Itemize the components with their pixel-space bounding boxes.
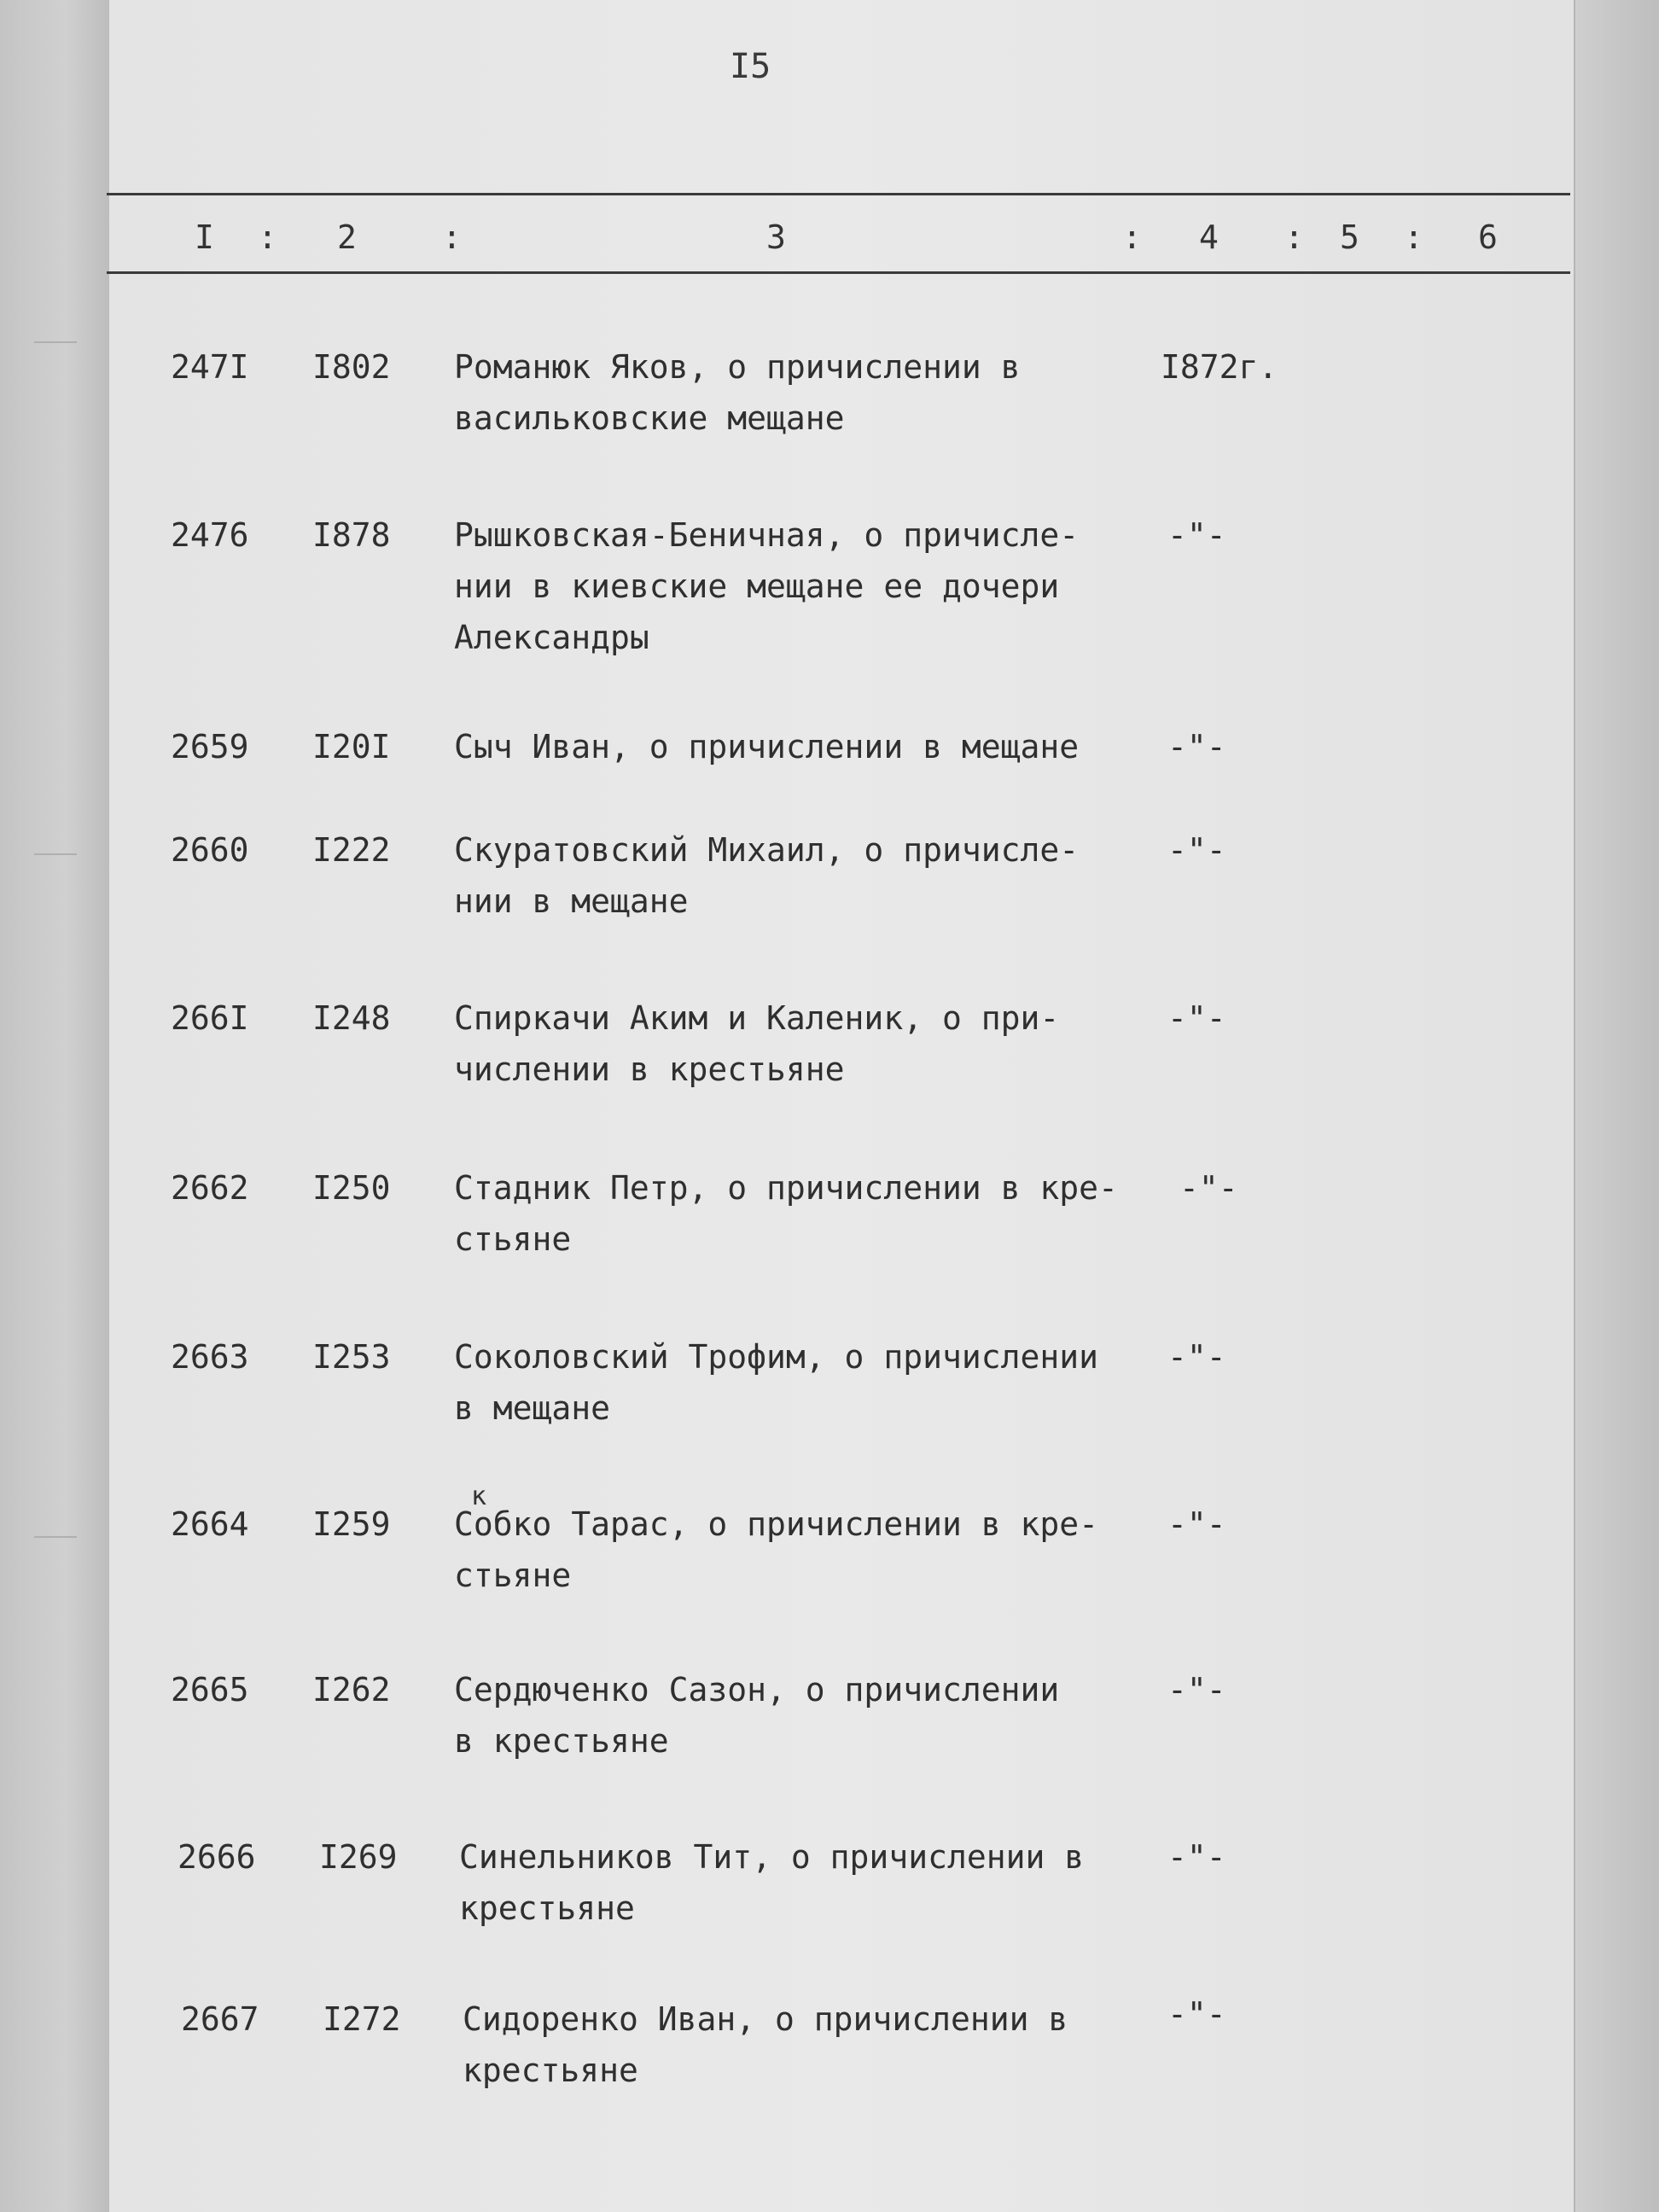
archive-number: 2666 xyxy=(178,1838,256,1876)
archive-number: 2664 xyxy=(171,1505,249,1543)
ditto-mark: -"- xyxy=(1167,728,1226,765)
margin-mark xyxy=(34,853,77,855)
header-top-rule xyxy=(107,193,1570,195)
year-value: I872г. xyxy=(1161,348,1278,386)
header-separator: : xyxy=(1122,218,1142,256)
description-line: нии в киевские мещане ее дочери xyxy=(454,568,1060,605)
header-bottom-rule xyxy=(107,271,1570,274)
description-line: Сердюченко Сазон, о причислении xyxy=(454,1671,1060,1708)
case-number: I250 xyxy=(312,1169,391,1207)
page-number: I5 xyxy=(730,47,771,86)
description-line: Романюк Яков, о причислении в xyxy=(454,348,1021,386)
case-number: I262 xyxy=(312,1671,391,1708)
archive-number: 2667 xyxy=(181,2000,259,2038)
header-separator: : xyxy=(1284,218,1304,256)
description-line: стьяне xyxy=(454,1220,572,1258)
header-col-6: 6 xyxy=(1478,218,1498,256)
description-line: в крестьяне xyxy=(454,1722,669,1760)
case-number: I20I xyxy=(312,728,391,765)
description-line: стьяне xyxy=(454,1557,572,1594)
description-line: Скуратовский Михаил, о причисле- xyxy=(454,831,1080,869)
case-number: I272 xyxy=(323,2000,401,2038)
header-separator: : xyxy=(1404,218,1423,256)
header-separator: : xyxy=(442,218,462,256)
case-number: I253 xyxy=(312,1338,391,1376)
description-line: числении в крестьяне xyxy=(454,1051,845,1088)
ditto-mark: -"- xyxy=(1167,516,1226,554)
archive-number: 2663 xyxy=(171,1338,249,1376)
description-line: Сыч Иван, о причислении в мещане xyxy=(454,728,1080,765)
description-line: Собко Тарас, о причислении в кре- xyxy=(454,1505,1098,1543)
description-line: Соколовский Трофим, о причислении xyxy=(454,1338,1098,1376)
archive-number: 2665 xyxy=(171,1671,249,1708)
header-col-3: 3 xyxy=(766,218,786,256)
description-line: нии в мещане xyxy=(454,882,689,920)
ditto-mark: -"- xyxy=(1167,1505,1226,1543)
description-line: крестьяне xyxy=(459,1889,635,1927)
archive-number: 2659 xyxy=(171,728,249,765)
archive-number: 266I xyxy=(171,999,249,1037)
header-col-5: 5 xyxy=(1340,218,1359,256)
archive-number: 2660 xyxy=(171,831,249,869)
header-col-1: I xyxy=(195,218,214,256)
description-line: Спиркачи Аким и Каленик, о при- xyxy=(454,999,1060,1037)
case-number: I878 xyxy=(312,516,391,554)
ditto-mark: -"- xyxy=(1179,1169,1238,1207)
ditto-mark: -"- xyxy=(1167,1671,1226,1708)
description-line: Синельников Тит, о причислении в xyxy=(459,1838,1085,1876)
archive-number: 247I xyxy=(171,348,249,386)
ditto-mark: -"- xyxy=(1167,1995,1226,2033)
archive-number: 2662 xyxy=(171,1169,249,1207)
description-line: Рышковская-Беничная, о причисле- xyxy=(454,516,1080,554)
case-number: I248 xyxy=(312,999,391,1037)
handwritten-correction: к xyxy=(471,1481,487,1511)
case-number: I259 xyxy=(312,1505,391,1543)
margin-mark xyxy=(34,341,77,343)
case-number: I222 xyxy=(312,831,391,869)
book-spine xyxy=(0,0,111,2212)
case-number: I802 xyxy=(312,348,391,386)
description-line: Сидоренко Иван, о причислении в xyxy=(463,2000,1068,2038)
description-line: Стадник Петр, о причислении в кре- xyxy=(454,1169,1118,1207)
ditto-mark: -"- xyxy=(1167,831,1226,869)
ditto-mark: -"- xyxy=(1167,1338,1226,1376)
page-edge xyxy=(1574,0,1659,2212)
header-separator: : xyxy=(258,218,277,256)
description-line: васильковские мещане xyxy=(454,399,845,437)
case-number: I269 xyxy=(319,1838,398,1876)
archive-number: 2476 xyxy=(171,516,249,554)
description-line: Александры xyxy=(454,619,649,656)
header-col-2: 2 xyxy=(337,218,357,256)
description-line: в мещане xyxy=(454,1389,611,1427)
ditto-mark: -"- xyxy=(1167,1838,1226,1876)
ditto-mark: -"- xyxy=(1167,999,1226,1037)
margin-mark xyxy=(34,1536,77,1538)
description-line: крестьяне xyxy=(463,2052,638,2089)
header-col-4: 4 xyxy=(1199,218,1219,256)
